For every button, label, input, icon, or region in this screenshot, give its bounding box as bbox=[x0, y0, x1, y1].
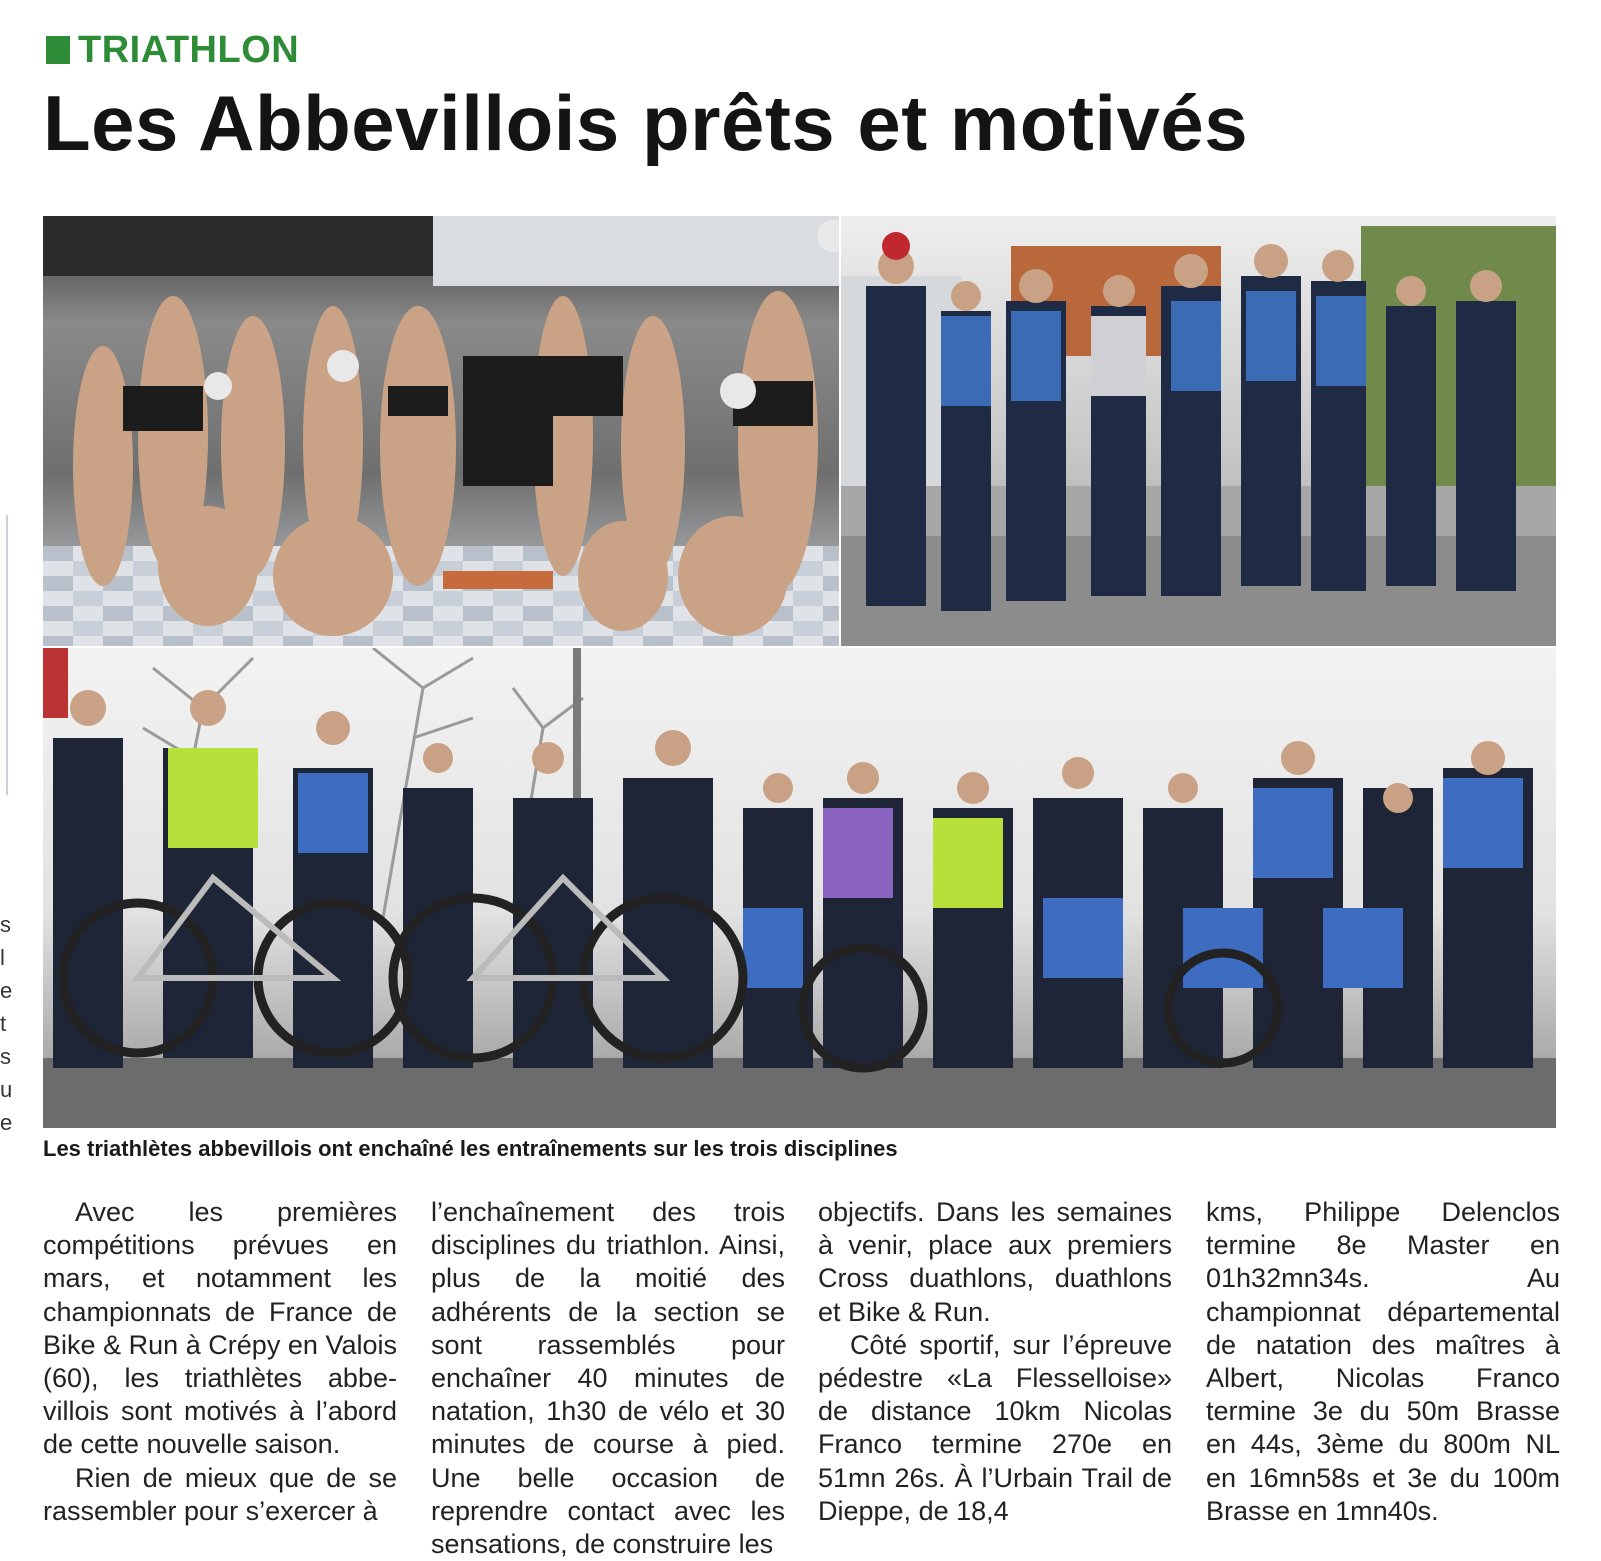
edge-letter: u bbox=[0, 1077, 13, 1102]
article-headline: Les Abbevillois prêts et motivés bbox=[43, 79, 1249, 167]
adjacent-article-edge-text bbox=[0, 908, 13, 1139]
section-label bbox=[46, 28, 299, 72]
edge-letter: e bbox=[0, 1110, 13, 1135]
paragraph: Côté sportif, sur l’épreuve pédestre «La Flesselloise» de distance 10km Nicolas Franco termine 270e en 51mn 26s. À l’Urbain Trail de Dieppe, de 18,4 bbox=[818, 1329, 1172, 1526]
article-column-4 bbox=[1206, 1196, 1560, 1528]
section-marker bbox=[46, 36, 70, 64]
adjacent-article-rule bbox=[0, 515, 8, 795]
runners-group-photo bbox=[841, 216, 1556, 646]
cyclists-group-photo bbox=[43, 648, 1556, 1128]
paragraph: objectifs. Dans les semaines à venir, place aux premiers Cross duathlons, duathlons et Bike & Run. bbox=[818, 1197, 1172, 1327]
paragraph: kms, Philippe Delenclos termine 8e Master en 01h32mn34s. Au championnat départemental de natation des maîtres à Albert, Nicolas Franco termine 3e du 50m Brasse en 44s, 3ème du 800m NL en 16mn58s et 3e du 100m Brasse en 1mn40s. bbox=[1206, 1197, 1560, 1526]
edge-letter: s bbox=[0, 912, 11, 937]
edge-letter: e bbox=[0, 978, 13, 1003]
edge-letter: l bbox=[0, 945, 5, 970]
paragraph: Avec les premières compétitions prévues en mars, et notamment les championnats de France de Bike & Run à Crépy en Valois (60), les triathlètes abbevillois sont motivés à l’abord de cette nouvelle saison. bbox=[43, 1197, 397, 1460]
article-column-2 bbox=[431, 1196, 785, 1561]
edge-letter: s bbox=[0, 1044, 11, 1069]
article-column-1 bbox=[43, 1196, 397, 1528]
photo-caption: Les triathlètes abbevillois ont enchaîné les entraînements sur les trois disciplines bbox=[43, 1136, 898, 1161]
paragraph: Rien de mieux que de se rassembler pour s’exercer à bbox=[43, 1462, 397, 1526]
article-column-3 bbox=[818, 1196, 1172, 1528]
edge-letter: t bbox=[0, 1011, 7, 1036]
paragraph: l’enchaînement des trois disciplines du triathlon. Ainsi, plus de la moitié des adhérents de la section se sont rassemblés pour enchaîner 40 minutes de natation, 1h30 de vélo et 30 minutes de course à pied. Une belle occasion de reprendre contact avec les sensations, de construire les bbox=[431, 1197, 785, 1560]
section-name: TRIATHLON bbox=[78, 28, 300, 71]
swimmers-group-photo bbox=[43, 216, 839, 646]
